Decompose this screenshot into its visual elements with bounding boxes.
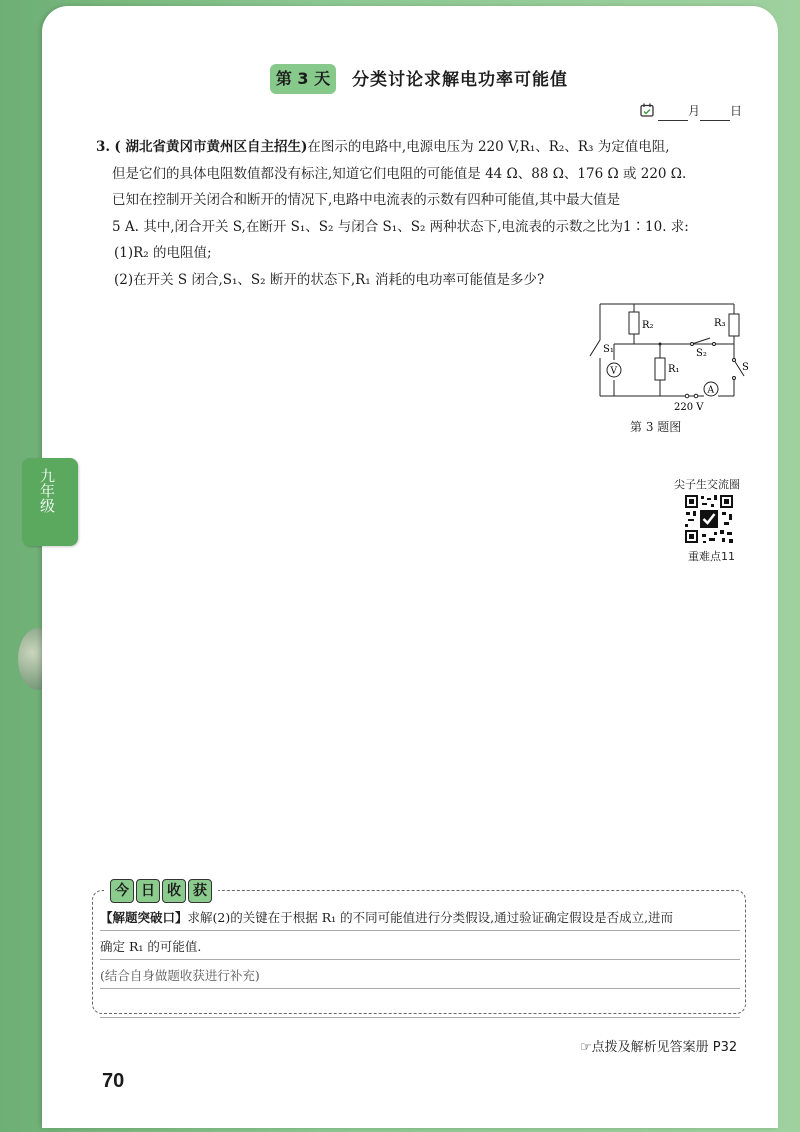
problem-line-4: 5 A. 其中,闭合开关 S,在断开 S₁、S₂ 与闭合 S₁、S₂ 两种状态下,电流表的示数之比为1∶10. 求: — [112, 218, 689, 235]
month-label: 月 — [688, 104, 701, 118]
s2-contact-a — [691, 343, 694, 346]
problem-number: 3. — [96, 139, 111, 155]
page-number: 70 — [102, 1070, 125, 1092]
answer-reference: ☞点拨及解析见答案册 P32 — [580, 1040, 738, 1055]
summary-heading-char: 获 — [188, 879, 212, 903]
figure-caption: 第 3 题图 — [630, 420, 682, 434]
s2-contact-b — [713, 343, 716, 346]
day-badge: 第 3 天 — [270, 64, 336, 94]
problem-block — [96, 134, 748, 293]
date-line — [640, 101, 742, 121]
resistor-r3 — [729, 314, 739, 336]
month-blank[interactable] — [658, 106, 688, 121]
problem-line-3: 已知在控制开关闭合和断开的情况下,电路中电流表的示数有四种可能值,其中最大值是 — [112, 192, 621, 208]
s-contact-b — [733, 377, 736, 380]
summary-lines — [100, 906, 740, 1022]
day-blank[interactable] — [700, 106, 730, 121]
question-1: (1)R₂ 的电阻值; — [114, 245, 212, 261]
label-voltage: 220 V — [674, 402, 704, 413]
page-title: 分类讨论求解电功率可能值 — [352, 70, 568, 90]
label-s: S — [742, 362, 749, 373]
problem-source: ( 湖北省黄冈市黄州区自主招生) — [114, 139, 308, 155]
s-contact-a — [733, 359, 736, 362]
label-voltmeter: V — [610, 366, 617, 377]
label-s2: S₂ — [696, 348, 707, 359]
summary-heading — [104, 876, 218, 904]
grade-side-tab-label: 九年级 — [38, 468, 56, 513]
summary-line-1-text: 求解(2)的关键在于根据 R₁ 的不同可能值进行分类假设,通过验证确定假设是否成立,进而 — [187, 910, 674, 925]
summary-heading-char: 今 — [110, 879, 134, 903]
summary-line-1 — [100, 906, 740, 931]
calendar-icon — [640, 103, 654, 117]
label-r3: R₃ — [714, 318, 726, 329]
qr-code[interactable] — [684, 494, 734, 544]
label-ammeter: A — [707, 385, 714, 396]
day-label: 日 — [730, 104, 743, 118]
circuit-diagram — [584, 300, 754, 416]
breakthrough-label: 【解题突破口】 — [100, 910, 188, 925]
question-2: (2)在开关 S 闭合,S₁、S₂ 断开的状态下,R₁ 消耗的电功率可能值是多少? — [114, 271, 545, 288]
label-s1: S₁ — [603, 344, 614, 355]
label-r1: R₁ — [668, 364, 680, 375]
qr-caption: 重难点11 — [688, 550, 735, 563]
problem-line-1: 在图示的电路中,电源电压为 220 V,R₁、R₂、R₃ 为定值电阻, — [307, 139, 670, 155]
summary-heading-char: 日 — [136, 879, 160, 903]
terminal-right — [694, 394, 698, 398]
label-r2: R₂ — [642, 320, 654, 331]
problem-line-2: 但是它们的具体电阻数值都没有标注,知道它们电阻的可能值是 44 Ω、88 Ω、176 Ω 或 220 Ω. — [112, 165, 687, 182]
summary-line-3[interactable]: (结合自身做题收获进行补充) — [100, 964, 740, 989]
summary-blank-line[interactable] — [100, 993, 740, 1018]
qr-label: 尖子生交流圈 — [674, 478, 740, 491]
junction-node — [659, 343, 662, 346]
resistor-r1 — [655, 358, 665, 380]
resistor-r2 — [629, 312, 639, 334]
summary-heading-char: 收 — [162, 879, 186, 903]
summary-line-2: 确定 R₁ 的可能值. — [100, 935, 740, 960]
terminal-left — [685, 394, 689, 398]
